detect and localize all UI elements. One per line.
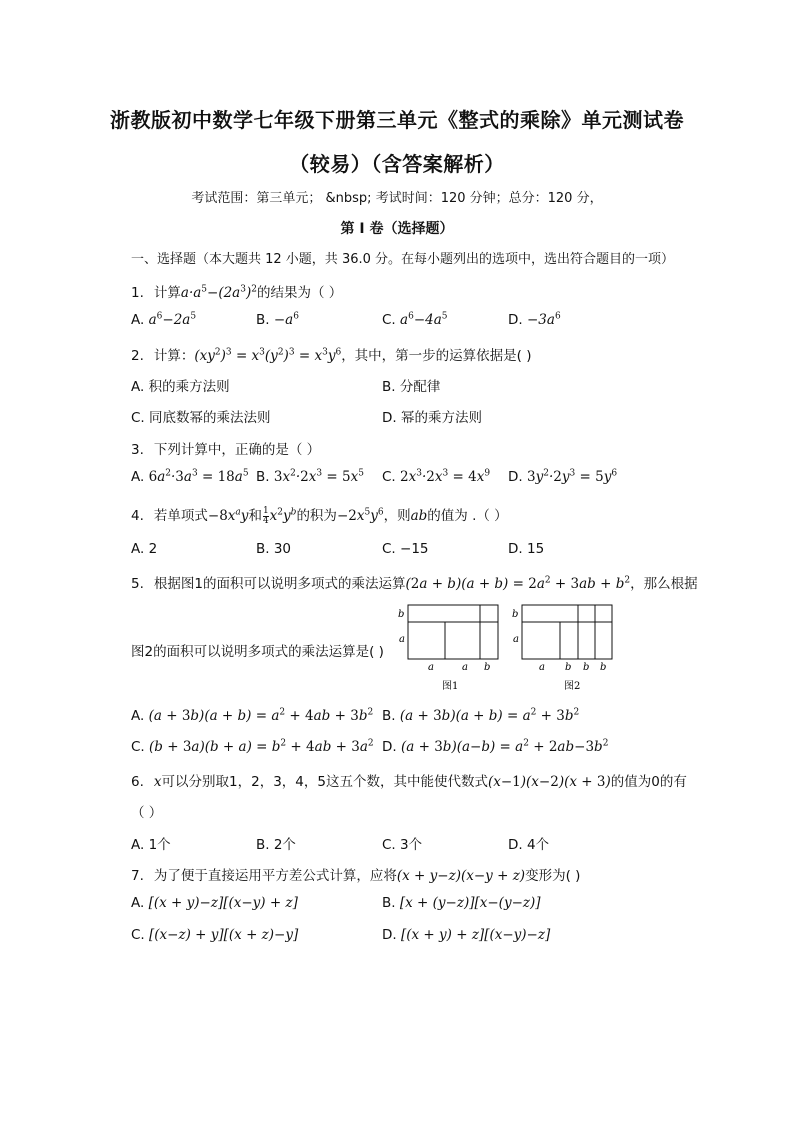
- question-number: 2.: [131, 348, 144, 364]
- math-expression: $(2a + b)(a + b) = 2a^2 + 3ab + b^2$: [405, 575, 631, 592]
- question-number: 1.: [131, 285, 144, 301]
- q6-option-d[interactable]: D. 4个: [508, 837, 550, 853]
- fig2-label-a: a: [539, 662, 545, 673]
- q5-option-d[interactable]: D. $(a + 3b)(a-b) = a^2 + 2ab-3b^2$: [382, 738, 609, 755]
- q2-option-a[interactable]: A. 积的乘方法则: [131, 379, 230, 395]
- question-5-line2: 图2的面积可以说明多项式的乘法运算是( ): [131, 644, 384, 660]
- q7-option-d[interactable]: D. [(x + y) + z][(x−y)−z]: [382, 927, 551, 943]
- q7-option-c[interactable]: C. [(x−z) + y][(x + z)−y]: [131, 927, 299, 943]
- q3-option-a[interactable]: A. $6a^2\cdot 3a^3 = 18a^5$: [131, 468, 249, 485]
- q4-option-b[interactable]: B. 30: [256, 541, 292, 557]
- fig1-label-b: b: [398, 609, 405, 620]
- math-expression: $a\cdot a^5-(2a^3)^2$: [180, 284, 257, 301]
- fig2-label-b: b: [583, 662, 590, 673]
- math-variable: x: [153, 774, 162, 790]
- q5-option-a[interactable]: A. $(a + 3b)(a + b) = a^2 + 4ab + 3b^2$: [131, 707, 374, 724]
- q3-option-d[interactable]: D. $3y^2\cdot 2y^3 = 5y^6$: [508, 468, 618, 485]
- question-number: 5.: [131, 576, 144, 592]
- q4-option-c[interactable]: C. −15: [382, 541, 429, 557]
- q6-option-c[interactable]: C. 3个: [382, 837, 423, 853]
- question-text-pre: 计算: [153, 285, 181, 301]
- figure-1: [394, 602, 506, 694]
- math-expression: (x−1)(x−2)(x + 3): [487, 774, 611, 790]
- q4-option-a[interactable]: A. 2: [131, 541, 158, 557]
- q6-option-b[interactable]: B. 2个: [256, 837, 296, 853]
- q6-option-a[interactable]: A. 1个: [131, 837, 171, 853]
- question-5: 5. 根据图1的面积可以说明多项式的乘法运算$(2a + b)(a + b) = 2a^2 + 3ab + b^2$，那么根据: [131, 575, 698, 592]
- question-2: [131, 344, 532, 364]
- q2-option-b[interactable]: B. 分配律: [382, 379, 441, 395]
- exam-meta: 考试范围：第三单元； &nbsp; 考试时间：120 分钟；总分：120 分，: [191, 191, 603, 206]
- math-expression: $(xy^2)^3 = x^3(y^2)^3 = x^3y^6$: [194, 347, 342, 364]
- question-number: 7.: [131, 868, 144, 884]
- question-text-post: 的结果为（ ）: [256, 285, 343, 301]
- question-6: 6. x可以分别取1，2，3，4，5这五个数，其中能使代数式(x−1)(x−2)(x + 3)的值为0的有: [131, 774, 687, 790]
- fig1-label-a: a: [399, 634, 405, 645]
- q1-option-b[interactable]: B. $-a^6$: [256, 311, 299, 328]
- q7-option-b[interactable]: B. [x + (y−z)][x−(y−z)]: [382, 895, 541, 911]
- fig2-label-b: b: [600, 662, 607, 673]
- math-expression: $\frac{1}{4}$ $x^2y^b$: [262, 506, 297, 526]
- q2-option-c[interactable]: C. 同底数幂的乘法法则: [131, 410, 271, 426]
- q1-option-d[interactable]: D. $-3a^6$: [508, 311, 561, 328]
- fig2-label-a: a: [513, 634, 519, 645]
- question-number: 4.: [131, 508, 144, 524]
- question-text-pre: 计算：: [153, 348, 195, 364]
- volume-heading: 第 I 卷（选择题）: [340, 221, 454, 237]
- question-6-line2: （ ）: [131, 805, 163, 821]
- q5-option-b[interactable]: B. $(a + 3b)(a + b) = a^2 + 3b^2$: [382, 707, 580, 724]
- q7-option-a[interactable]: A. [(x + y)−z][(x−y) + z]: [131, 895, 298, 911]
- math-expression: $-2x^5y^6$: [336, 507, 384, 524]
- q5-option-c[interactable]: C. $(b + 3a)(b + a) = b^2 + 4ab + 3a^2$: [131, 738, 374, 755]
- fig1-label-a: a: [428, 662, 434, 673]
- fig2-label-b: b: [512, 609, 519, 620]
- q3-option-c[interactable]: C. $2x^3\cdot 2x^3 = 4x^9$: [382, 468, 491, 485]
- question-1: [131, 281, 342, 301]
- section-heading: 一、选择题（本大题共 12 小题，共 36.0 分。在每小题列出的选项中，选出符合题目的一项）: [131, 252, 675, 267]
- question-3: [131, 438, 320, 458]
- question-text-post: ，其中，第一步的运算依据是( ): [341, 348, 532, 364]
- q3-option-b[interactable]: B. $3x^2\cdot 2x^3 = 5x^5$: [256, 468, 364, 485]
- question-number: 3.: [131, 442, 144, 458]
- math-expression: $-8x^ay$: [207, 507, 249, 524]
- figure-2: [508, 602, 620, 694]
- question-7: 7. 为了便于直接运用平方差公式计算，应将(x + y−z)(x−y + z)变形为( ): [131, 868, 581, 884]
- q2-option-d[interactable]: D. 幂的乘方法则: [382, 410, 482, 426]
- fig2-caption: 图2: [564, 681, 581, 692]
- exam-title-line2: （较易）（含答案解析）: [289, 152, 505, 176]
- exam-title-line1: 浙教版初中数学七年级下册第三单元《整式的乘除》单元测试卷: [110, 108, 684, 132]
- q1-option-c[interactable]: C. $a^6-4a^5$: [382, 311, 448, 328]
- math-expression: ab: [410, 508, 428, 524]
- question-text: 下列计算中，正确的是（ ）: [153, 442, 321, 458]
- question-number: 6.: [131, 774, 144, 790]
- q4-option-d[interactable]: D. 15: [508, 541, 545, 557]
- fig2-label-b: b: [565, 662, 572, 673]
- fig1-caption: 图1: [442, 681, 459, 692]
- question-4: 4. 若单项式$-8x^ay$和 $\frac{1}{4}$ $x^2y^b$的积为$-2x^5y^6$，则ab的值为 .（ ）: [131, 506, 508, 526]
- fig1-label-b: b: [484, 662, 491, 673]
- q1-option-a[interactable]: A. $a^6-2a^5$: [131, 311, 197, 328]
- math-expression: (x + y−z)(x−y + z): [396, 868, 526, 884]
- fig1-label-a: a: [462, 662, 468, 673]
